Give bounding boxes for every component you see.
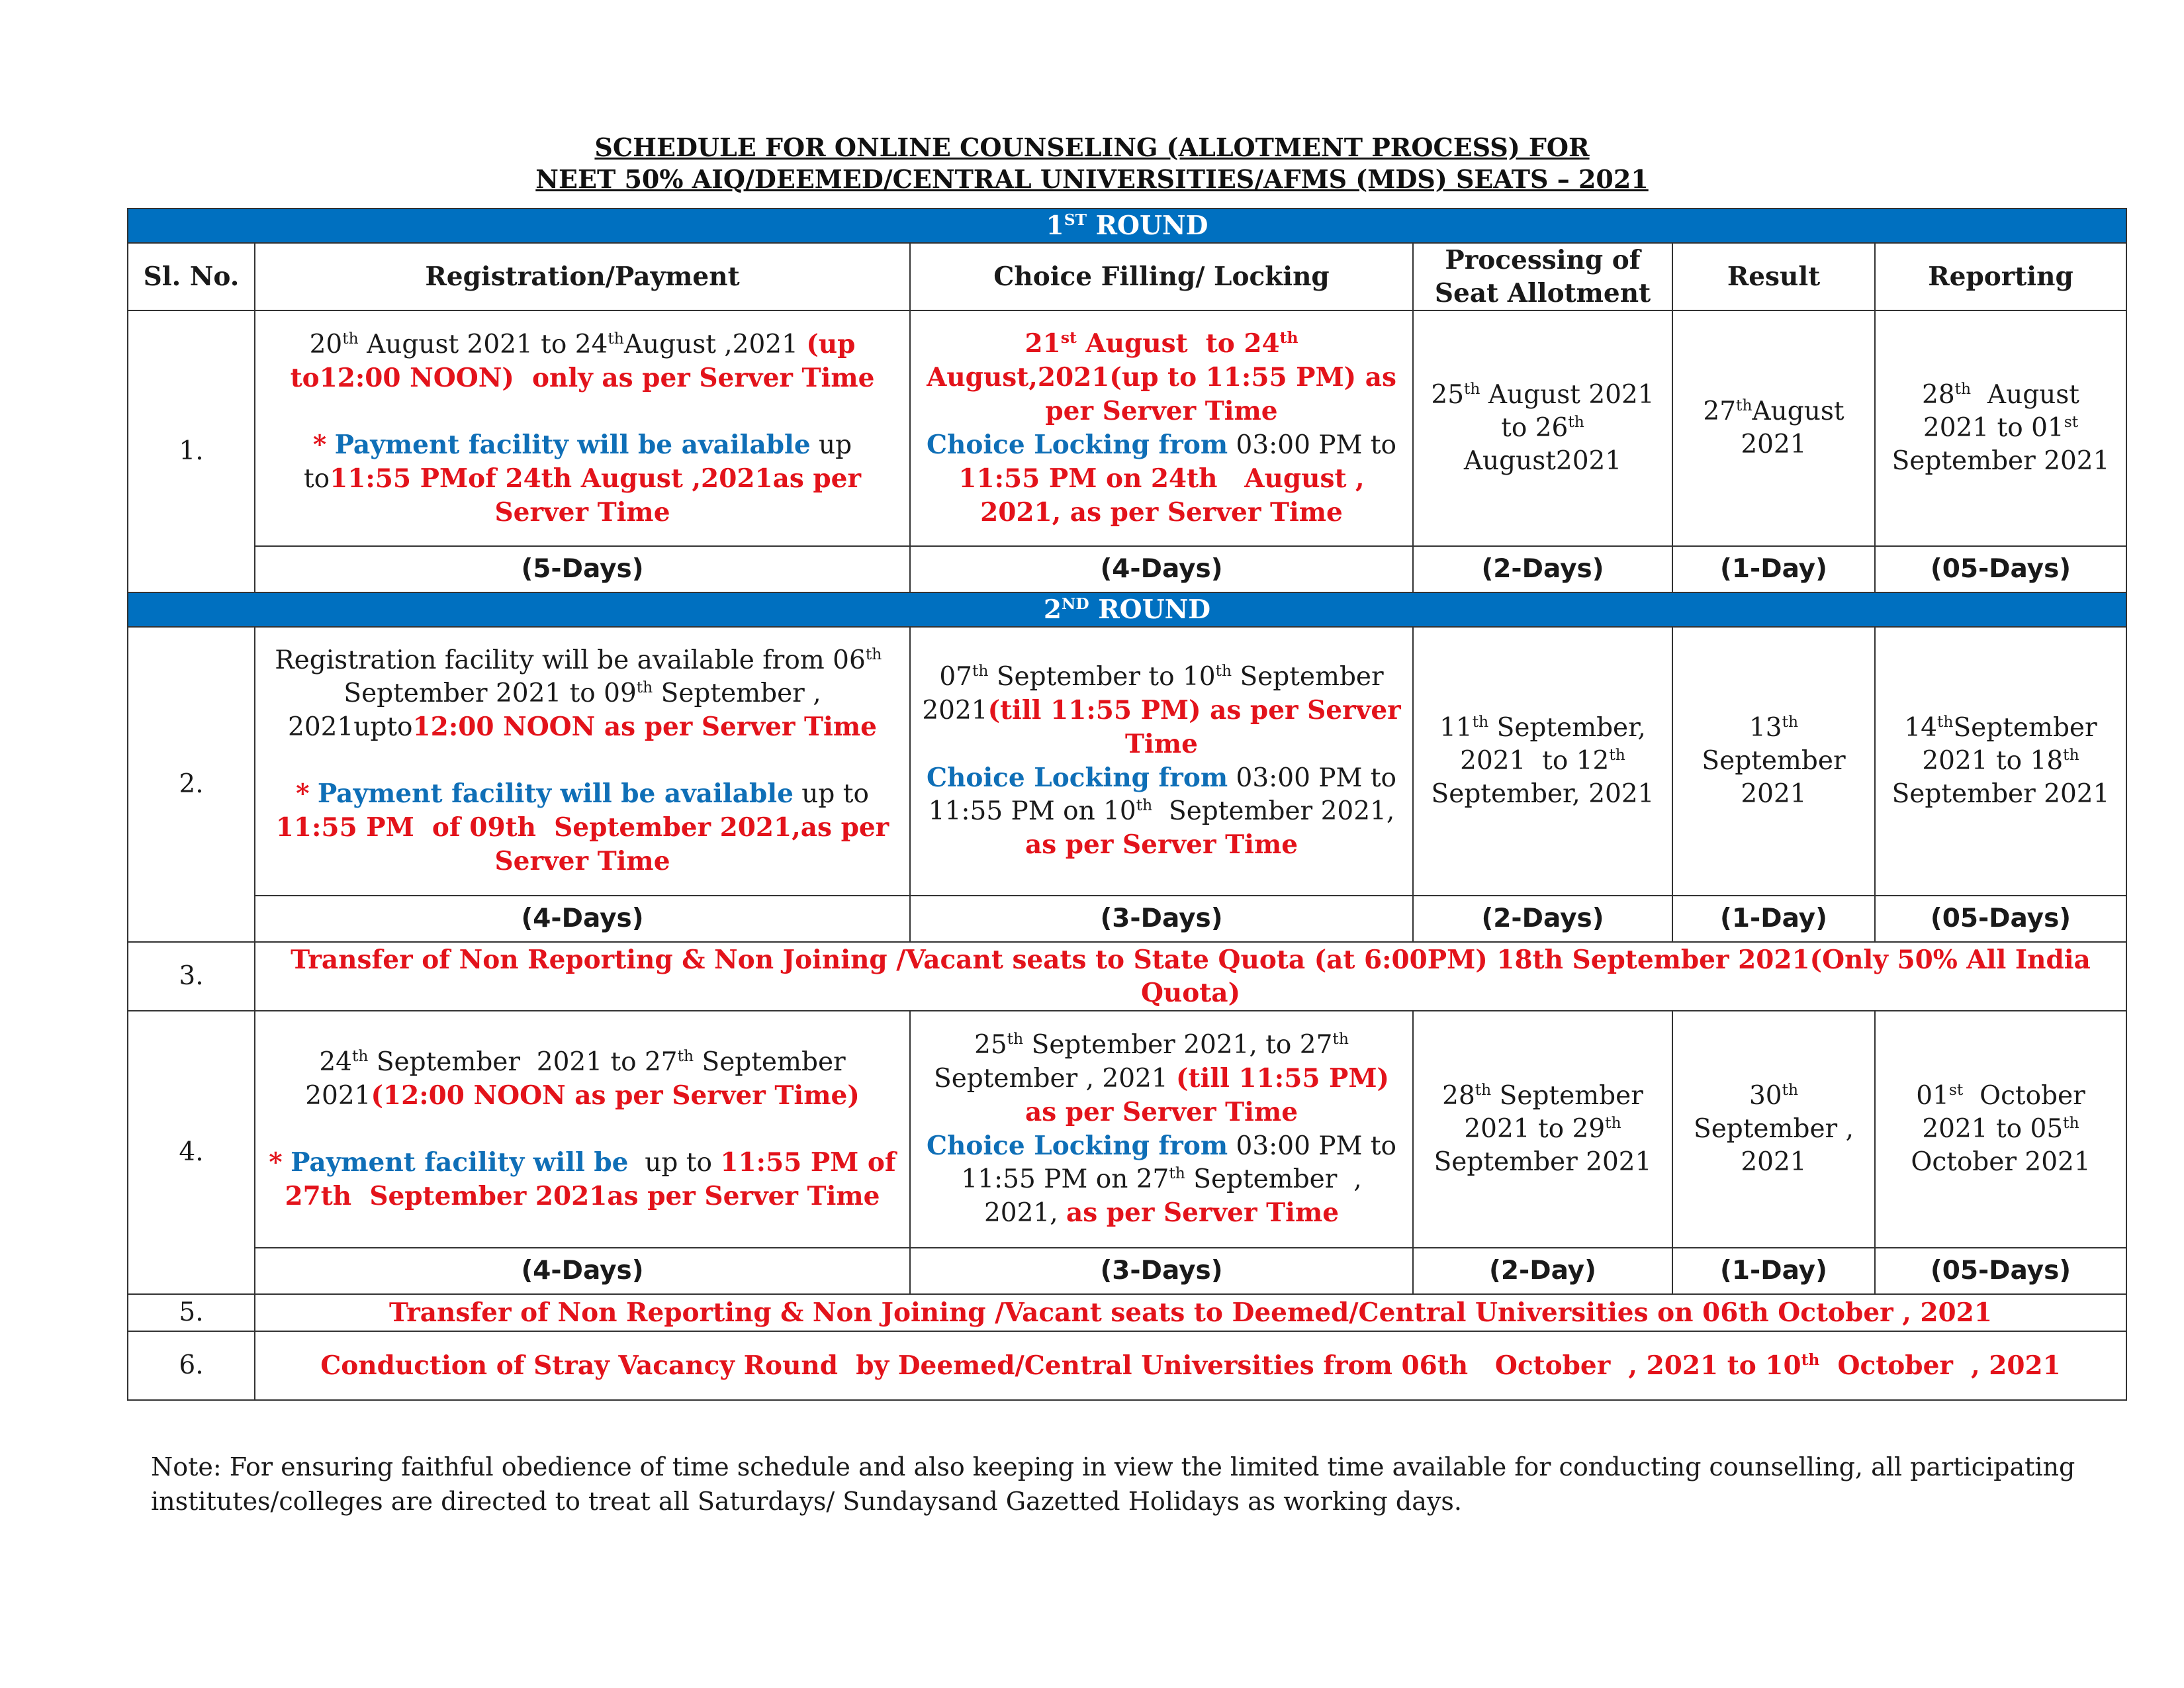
row2-days-reporting: (05-Days) bbox=[1875, 896, 2126, 942]
sl-no-2: 2. bbox=[128, 627, 255, 942]
sl-no-3: 3. bbox=[128, 942, 255, 1011]
row2-days-result: (1-Day) bbox=[1672, 896, 1875, 942]
header-sl-no: Sl. No. bbox=[128, 243, 255, 310]
header-row bbox=[128, 243, 2126, 310]
sl-no-6: 6. bbox=[128, 1331, 255, 1400]
row4-result: 30th September , 2021 bbox=[1672, 1011, 1875, 1248]
row4-days-choice: (3-Days) bbox=[910, 1248, 1413, 1294]
row1-days-processing: (2-Days) bbox=[1413, 546, 1672, 592]
row4-days-processing: (2-Day) bbox=[1413, 1248, 1672, 1294]
row4-days-registration: (4-Days) bbox=[255, 1248, 910, 1294]
row1-days-registration: (5-Days) bbox=[255, 546, 910, 592]
table-row-6 bbox=[128, 1331, 2126, 1400]
header-result: Result bbox=[1672, 243, 1875, 310]
table-row-2 bbox=[128, 627, 2126, 896]
table-row-3 bbox=[128, 942, 2126, 1011]
row2-choice: 07th September to 10th September 2021(till 11:55 PM) as per Server Time Choice Locking from 03:00 PM to 11:55 PM on 10th September 2021, as per Server Time bbox=[910, 627, 1413, 896]
row1-days-result: (1-Day) bbox=[1672, 546, 1875, 592]
row1-result: 27thAugust 2021 bbox=[1672, 310, 1875, 546]
row4-days-reporting: (05-Days) bbox=[1875, 1248, 2126, 1294]
table-row-1 bbox=[128, 310, 2126, 546]
header-choice: Choice Filling/ Locking bbox=[910, 243, 1413, 310]
row4-reporting: 01st October 2021 to 05th October 2021 bbox=[1875, 1011, 2126, 1248]
row2-result: 13th September 2021 bbox=[1672, 627, 1875, 896]
row1-registration: 20th August 2021 to 24thAugust ,2021 (up to12:00 NOON) only as per Server Time * Payment facility will be available up to11:55 PMof 24th August ,2021as per Server Time bbox=[255, 310, 910, 546]
sl-no-1: 1. bbox=[128, 310, 255, 592]
days-row-1 bbox=[128, 546, 2126, 592]
row4-choice: 25th September 2021, to 27th September , 2021 (till 11:55 PM) as per Server Time Choice Locking from 03:00 PM to 11:55 PM on 27th September , 2021, as per Server Time bbox=[910, 1011, 1413, 1248]
row1-choice: 21st August to 24th August,2021(up to 11:55 PM) as per Server Time Choice Locking from 03:00 PM to 11:55 PM on 24th August , 2021, as per Server Time bbox=[910, 310, 1413, 546]
table-row-4 bbox=[128, 1011, 2126, 1248]
days-row-4 bbox=[128, 1248, 2126, 1294]
round-1-band: 1ST ROUND bbox=[128, 209, 2126, 243]
row3-transfer-text: Transfer of Non Reporting & Non Joining /Vacant seats to State Quota (at 6:00PM) 18th September 2021(Only 50% All India Quota) bbox=[255, 942, 2126, 1011]
round-2-band: 2ND ROUND bbox=[128, 592, 2126, 627]
row5-transfer-text: Transfer of Non Reporting & Non Joining /Vacant seats to Deemed/Central Universities on 06th October , 2021 bbox=[255, 1294, 2126, 1331]
header-reporting: Reporting bbox=[1875, 243, 2126, 310]
row2-registration: Registration facility will be available from 06th September 2021 to 09th September , 2021upto12:00 NOON as per Server Time * Payment facility will be available up to 11:55 PM of 09th September 2021,as per Server Time bbox=[255, 627, 910, 896]
row1-days-choice: (4-Days) bbox=[910, 546, 1413, 592]
row2-days-registration: (4-Days) bbox=[255, 896, 910, 942]
document-title-line2: NEET 50% AIQ/DEEMED/CENTRAL UNIVERSITIES/AFMS (MDS) SEATS – 2021 bbox=[535, 164, 1649, 194]
days-row-2 bbox=[128, 896, 2126, 942]
sl-no-5: 5. bbox=[128, 1294, 255, 1331]
header-registration: Registration/Payment bbox=[255, 243, 910, 310]
row4-registration: 24th September 2021 to 27th September 2021(12:00 NOON as per Server Time) * Payment facility will be up to 11:55 PM of 27th September 2021as per Server Time bbox=[255, 1011, 910, 1248]
header-processing: Processing of Seat Allotment bbox=[1413, 243, 1672, 310]
row4-processing: 28th September 2021 to 29th September 2021 bbox=[1413, 1011, 1672, 1248]
row6-stray-round-text: Conduction of Stray Vacancy Round by Deemed/Central Universities from 06th October , 2021 to 10th October , 2021 bbox=[255, 1331, 2126, 1400]
footnote: Note: For ensuring faithful obedience of time schedule and also keeping in view the limited time available for conducting counselling, all participating institutes/colleges are directed to treat all Saturdays/ Sundaysand Gazetted Holidays as working days. bbox=[151, 1452, 2075, 1516]
row1-reporting: 28th August 2021 to 01st September 2021 bbox=[1875, 310, 2126, 546]
table-row-5 bbox=[128, 1294, 2126, 1331]
document-title-line1: SCHEDULE FOR ONLINE COUNSELING (ALLOTMENT PROCESS) FOR bbox=[594, 132, 1590, 162]
row4-days-result: (1-Day) bbox=[1672, 1248, 1875, 1294]
row1-processing: 25th August 2021 to 26th August2021 bbox=[1413, 310, 1672, 546]
row1-days-reporting: (05-Days) bbox=[1875, 546, 2126, 592]
row2-reporting: 14thSeptember 2021 to 18th September 2021 bbox=[1875, 627, 2126, 896]
sl-no-4: 4. bbox=[128, 1011, 255, 1294]
row2-days-processing: (2-Days) bbox=[1413, 896, 1672, 942]
row2-processing: 11th September, 2021 to 12th September, 2021 bbox=[1413, 627, 1672, 896]
row2-days-choice: (3-Days) bbox=[910, 896, 1413, 942]
schedule-table bbox=[127, 208, 2127, 1401]
